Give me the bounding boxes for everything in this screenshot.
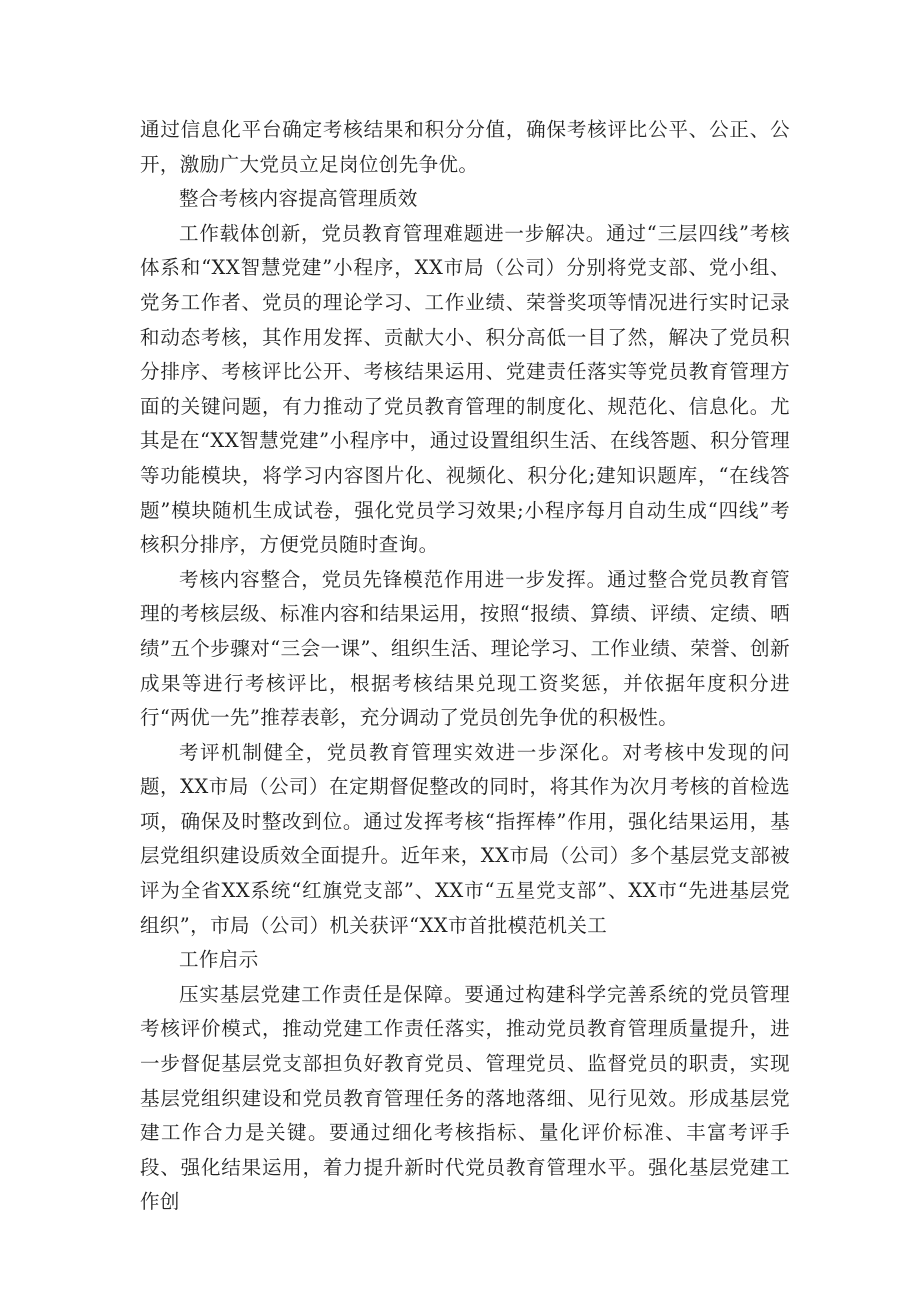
document-body <box>140 113 790 1220</box>
paragraph-evaluation-mechanism: 考评机制健全，党员教育管理实效进一步深化。对考核中发现的问题，XX市局（公司）在定期督促整改的同时，将其作为次月考核的首检选项，确保及时整改到位。通过发挥考核“指挥棒”作用，强化结果运用，基层党组织建设质效全面提升。近年来，XX市局（公司）多个基层党支部被评为全省XX系统“红旗党支部”、XX市“五星党支部”、XX市“先进基层党组织”，市局（公司）机关获评“XX市首批模范机关工 <box>140 740 790 937</box>
paragraph-continuation: 通过信息化平台确定考核结果和积分分值，确保考核评比公平、公正、公开，激励广大党员立足岗位创先争优。 <box>140 118 790 176</box>
paragraph-carrier-innovation: 工作载体创新，党员教育管理难题进一步解决。通过“三层四线”考核体系和“XX智慧党建”小程序，XX市局（公司）分别将党支部、党小组、党务工作者、党员的理论学习、工作业绩、荣誉奖项等情况进行实时记录和动态考核，其作用发挥、贡献大小、积分高低一目了然，解决了党员积分排序、考核评比公开、考核结果运用、党建责任落实等党员教育管理方面的关键问题，有力推动了党员教育管理的制度化、规范化、信息化。尤其是在“XX智慧党建”小程序中，通过设置组织生活、在线答题、积分管理等功能模块，将学习内容图片化、视频化、积分化;建知识题库，“在线答题”模块随机生成试卷，强化党员学习效果;小程序每月自动生成“四线”考核积分排序，方便党员随时查询。 <box>140 221 790 557</box>
paragraph-responsibility: 压实基层党建工作责任是保障。要通过构建科学完善系统的党员管理考核评价模式，推动党建工作责任落实，推动党员教育管理质量提升，进一步督促基层党支部担负好教育党员、管理党员、监督党员的职责，实现基层党组织建设和党员教育管理任务的落地落细、见行见效。形成基层党建工作合力是关键。要通过细化考核指标、量化评价标准、丰富考评手段、强化结果运用，着力提升新时代党员教育管理水平。强化基层党建工作创 <box>140 982 790 1214</box>
section-heading-integrate-assessment: 整合考核内容提高管理质效 <box>179 187 418 211</box>
paragraph-content-integration: 考核内容整合，党员先锋模范作用进一步发挥。通过整合党员教育管理的考核层级、标准内容和结果运用，按照“报绩、算绩、评绩、定绩、晒绩”五个步骤对“三会一课”、组织生活、理论学习、工作业绩、荣誉、创新成果等进行考核评比，根据考核结果兑现工资奖惩，并依据年度积分进行“两优一先”推荐表彰，充分调动了党员创先争优的积极性。 <box>140 567 790 730</box>
section-heading-work-insights: 工作启示 <box>179 948 259 972</box>
